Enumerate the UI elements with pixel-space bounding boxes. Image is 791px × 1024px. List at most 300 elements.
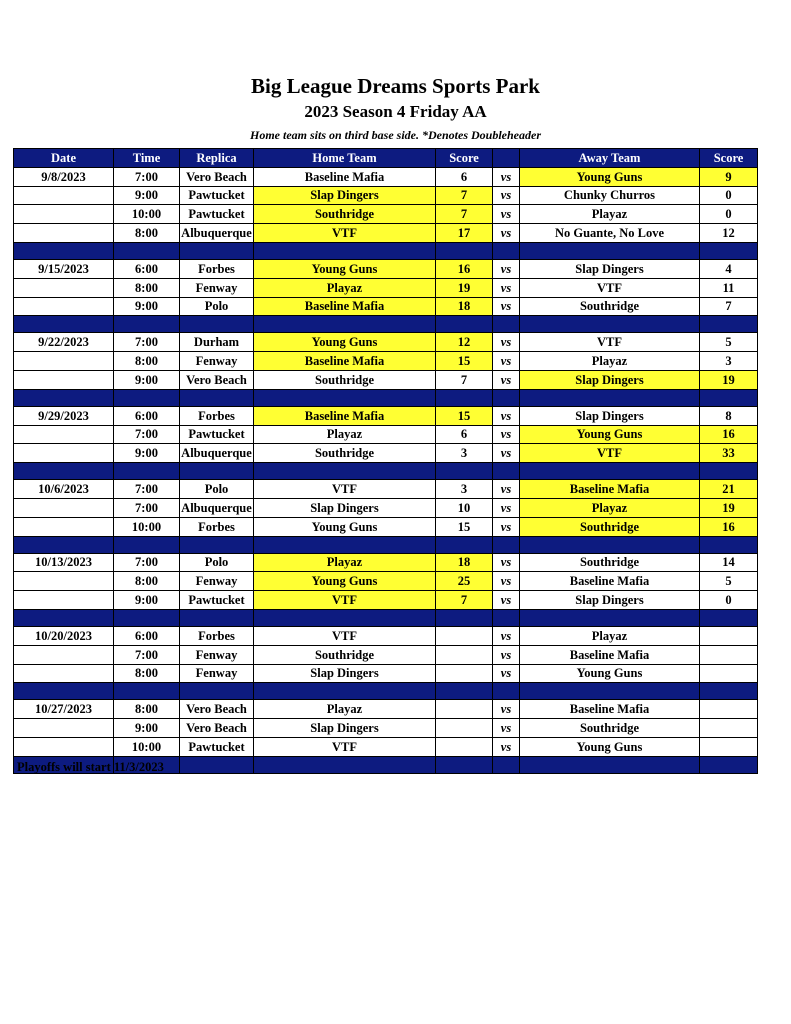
game-date bbox=[14, 425, 114, 444]
game-time: 8:00 bbox=[114, 700, 180, 719]
table-row bbox=[14, 719, 758, 738]
separator-cell bbox=[520, 463, 700, 480]
vs-label: vs bbox=[493, 370, 520, 389]
separator-cell bbox=[254, 609, 436, 626]
away-team: Baseline Mafia bbox=[520, 480, 700, 499]
home-score bbox=[436, 626, 493, 645]
home-score: 7 bbox=[436, 205, 493, 224]
separator-cell bbox=[520, 756, 700, 773]
game-time: 10:00 bbox=[114, 205, 180, 224]
home-team: VTF bbox=[254, 626, 436, 645]
game-replica: Forbes bbox=[180, 517, 254, 536]
schedule-table bbox=[13, 148, 758, 774]
separator-cell bbox=[436, 389, 493, 406]
home-team: Baseline Mafia bbox=[254, 352, 436, 371]
home-team: VTF bbox=[254, 480, 436, 499]
separator-cell bbox=[14, 536, 114, 553]
home-team: Young Guns bbox=[254, 333, 436, 352]
separator-cell bbox=[180, 463, 254, 480]
table-row bbox=[14, 425, 758, 444]
game-date bbox=[14, 645, 114, 664]
vs-label: vs bbox=[493, 278, 520, 297]
game-date: 10/13/2023 bbox=[14, 553, 114, 572]
separator-cell bbox=[493, 683, 520, 700]
away-score bbox=[700, 719, 758, 738]
away-score: 8 bbox=[700, 406, 758, 425]
game-replica: Fenway bbox=[180, 572, 254, 591]
vs-label: vs bbox=[493, 259, 520, 278]
game-replica: Fenway bbox=[180, 645, 254, 664]
table-row bbox=[14, 370, 758, 389]
away-team: Chunky Churros bbox=[520, 186, 700, 205]
week-separator bbox=[14, 609, 758, 626]
vs-label: vs bbox=[493, 406, 520, 425]
separator-cell bbox=[114, 316, 180, 333]
separator-cell bbox=[254, 536, 436, 553]
game-replica: Albuquerque bbox=[180, 444, 254, 463]
separator-cell bbox=[436, 242, 493, 259]
away-team: Southridge bbox=[520, 553, 700, 572]
week-separator bbox=[14, 536, 758, 553]
separator-cell bbox=[114, 389, 180, 406]
game-time: 9:00 bbox=[114, 370, 180, 389]
separator-cell bbox=[180, 683, 254, 700]
away-team: Playaz bbox=[520, 205, 700, 224]
away-score: 16 bbox=[700, 517, 758, 536]
game-date bbox=[14, 737, 114, 756]
game-date bbox=[14, 224, 114, 243]
home-score: 7 bbox=[436, 370, 493, 389]
away-score: 33 bbox=[700, 444, 758, 463]
table-row bbox=[14, 700, 758, 719]
separator-cell bbox=[254, 242, 436, 259]
week-separator bbox=[14, 683, 758, 700]
home-score bbox=[436, 737, 493, 756]
home-score bbox=[436, 645, 493, 664]
table-row bbox=[14, 297, 758, 316]
game-replica: Pawtucket bbox=[180, 205, 254, 224]
away-score: 0 bbox=[700, 205, 758, 224]
away-team: Playaz bbox=[520, 352, 700, 371]
separator-cell bbox=[700, 609, 758, 626]
home-score: 25 bbox=[436, 572, 493, 591]
home-score: 15 bbox=[436, 517, 493, 536]
game-date bbox=[14, 591, 114, 610]
game-replica: Vero Beach bbox=[180, 370, 254, 389]
table-row bbox=[14, 186, 758, 205]
home-score: 6 bbox=[436, 167, 493, 186]
game-date bbox=[14, 370, 114, 389]
home-team: Playaz bbox=[254, 425, 436, 444]
away-score bbox=[700, 626, 758, 645]
home-score: 16 bbox=[436, 259, 493, 278]
table-row bbox=[14, 572, 758, 591]
vs-label: vs bbox=[493, 719, 520, 738]
game-replica: Forbes bbox=[180, 259, 254, 278]
separator-cell bbox=[114, 536, 180, 553]
vs-label: vs bbox=[493, 737, 520, 756]
vs-label: vs bbox=[493, 664, 520, 683]
col-header-home-team: Home Team bbox=[254, 149, 436, 168]
playoffs-note: Playoffs will start 11/3/2023 bbox=[17, 760, 164, 774]
game-time: 8:00 bbox=[114, 352, 180, 371]
game-time: 7:00 bbox=[114, 167, 180, 186]
home-score: 3 bbox=[436, 444, 493, 463]
home-team: Playaz bbox=[254, 700, 436, 719]
away-score bbox=[700, 664, 758, 683]
game-time: 7:00 bbox=[114, 553, 180, 572]
game-replica: Vero Beach bbox=[180, 167, 254, 186]
table-row bbox=[14, 645, 758, 664]
away-score: 11 bbox=[700, 278, 758, 297]
game-time: 6:00 bbox=[114, 626, 180, 645]
home-score: 18 bbox=[436, 553, 493, 572]
separator-cell bbox=[114, 242, 180, 259]
home-team: Slap Dingers bbox=[254, 719, 436, 738]
separator-cell bbox=[436, 609, 493, 626]
away-team: Playaz bbox=[520, 626, 700, 645]
separator-cell bbox=[700, 756, 758, 773]
separator-cell bbox=[180, 316, 254, 333]
vs-label: vs bbox=[493, 333, 520, 352]
home-team: Young Guns bbox=[254, 259, 436, 278]
game-date: 9/22/2023 bbox=[14, 333, 114, 352]
vs-label: vs bbox=[493, 700, 520, 719]
week-separator bbox=[14, 316, 758, 333]
home-score: 10 bbox=[436, 498, 493, 517]
away-score: 3 bbox=[700, 352, 758, 371]
game-replica: Fenway bbox=[180, 352, 254, 371]
home-score: 7 bbox=[436, 186, 493, 205]
week-separator bbox=[14, 463, 758, 480]
game-replica: Durham bbox=[180, 333, 254, 352]
game-date bbox=[14, 297, 114, 316]
separator-cell bbox=[14, 316, 114, 333]
separator-cell bbox=[180, 756, 254, 773]
home-score bbox=[436, 664, 493, 683]
col-header-away-score: Score bbox=[700, 149, 758, 168]
table-row bbox=[14, 664, 758, 683]
separator-cell bbox=[700, 389, 758, 406]
vs-label: vs bbox=[493, 224, 520, 243]
vs-label: vs bbox=[493, 480, 520, 499]
game-replica: Forbes bbox=[180, 406, 254, 425]
separator-cell bbox=[114, 609, 180, 626]
game-date bbox=[14, 352, 114, 371]
game-replica: Fenway bbox=[180, 664, 254, 683]
home-team: Baseline Mafia bbox=[254, 297, 436, 316]
home-team: Southridge bbox=[254, 370, 436, 389]
home-team: Slap Dingers bbox=[254, 498, 436, 517]
game-replica: Albuquerque bbox=[180, 224, 254, 243]
away-team: Southridge bbox=[520, 297, 700, 316]
vs-label: vs bbox=[493, 553, 520, 572]
home-team: Baseline Mafia bbox=[254, 406, 436, 425]
col-header-replica: Replica bbox=[180, 149, 254, 168]
away-team: Southridge bbox=[520, 719, 700, 738]
away-team: Baseline Mafia bbox=[520, 572, 700, 591]
separator-cell bbox=[114, 683, 180, 700]
separator-cell bbox=[493, 536, 520, 553]
col-header-vs bbox=[493, 149, 520, 168]
separator-cell bbox=[180, 536, 254, 553]
game-replica: Polo bbox=[180, 297, 254, 316]
separator-cell bbox=[700, 316, 758, 333]
game-replica: Pawtucket bbox=[180, 186, 254, 205]
game-time: 7:00 bbox=[114, 645, 180, 664]
table-row bbox=[14, 333, 758, 352]
away-score: 14 bbox=[700, 553, 758, 572]
away-team: VTF bbox=[520, 278, 700, 297]
table-row bbox=[14, 626, 758, 645]
away-team: No Guante, No Love bbox=[520, 224, 700, 243]
game-date bbox=[14, 498, 114, 517]
separator-cell bbox=[493, 242, 520, 259]
separator-cell bbox=[520, 609, 700, 626]
game-time: 7:00 bbox=[114, 480, 180, 499]
game-time: 7:00 bbox=[114, 333, 180, 352]
home-score: 6 bbox=[436, 425, 493, 444]
game-time: 7:00 bbox=[114, 425, 180, 444]
game-date: 10/20/2023 bbox=[14, 626, 114, 645]
game-date: 9/15/2023 bbox=[14, 259, 114, 278]
separator-cell bbox=[436, 536, 493, 553]
vs-label: vs bbox=[493, 425, 520, 444]
away-score: 9 bbox=[700, 167, 758, 186]
game-date: 9/8/2023 bbox=[14, 167, 114, 186]
game-date bbox=[14, 572, 114, 591]
separator-cell bbox=[520, 389, 700, 406]
away-team: Playaz bbox=[520, 498, 700, 517]
separator-cell bbox=[493, 389, 520, 406]
separator-cell bbox=[14, 463, 114, 480]
away-score bbox=[700, 645, 758, 664]
home-score: 15 bbox=[436, 352, 493, 371]
vs-label: vs bbox=[493, 498, 520, 517]
game-replica: Vero Beach bbox=[180, 700, 254, 719]
separator-cell bbox=[493, 463, 520, 480]
game-replica: Forbes bbox=[180, 626, 254, 645]
home-team: Young Guns bbox=[254, 517, 436, 536]
table-row bbox=[14, 352, 758, 371]
table-row bbox=[14, 259, 758, 278]
separator-cell bbox=[180, 609, 254, 626]
away-score: 0 bbox=[700, 591, 758, 610]
table-row bbox=[14, 480, 758, 499]
table-row bbox=[14, 224, 758, 243]
vs-label: vs bbox=[493, 626, 520, 645]
separator-cell bbox=[254, 389, 436, 406]
game-date bbox=[14, 719, 114, 738]
game-replica: Vero Beach bbox=[180, 719, 254, 738]
home-team: Southridge bbox=[254, 205, 436, 224]
away-score: 4 bbox=[700, 259, 758, 278]
vs-label: vs bbox=[493, 645, 520, 664]
table-row bbox=[14, 591, 758, 610]
separator-cell bbox=[700, 463, 758, 480]
home-team: Southridge bbox=[254, 444, 436, 463]
schedule-note: Home team sits on third base side. *Denotes Doubleheader bbox=[250, 128, 541, 142]
home-score: 12 bbox=[436, 333, 493, 352]
vs-label: vs bbox=[493, 186, 520, 205]
game-replica: Albuquerque bbox=[180, 498, 254, 517]
away-team: Slap Dingers bbox=[520, 406, 700, 425]
game-date bbox=[14, 444, 114, 463]
game-time: 9:00 bbox=[114, 444, 180, 463]
game-replica: Pawtucket bbox=[180, 737, 254, 756]
home-team: VTF bbox=[254, 591, 436, 610]
separator-cell bbox=[520, 536, 700, 553]
vs-label: vs bbox=[493, 444, 520, 463]
schedule-body bbox=[14, 167, 758, 773]
game-date bbox=[14, 186, 114, 205]
away-score: 5 bbox=[700, 572, 758, 591]
separator-cell bbox=[700, 242, 758, 259]
away-score bbox=[700, 737, 758, 756]
game-date bbox=[14, 278, 114, 297]
game-replica: Pawtucket bbox=[180, 425, 254, 444]
separator-cell bbox=[254, 683, 436, 700]
separator-cell bbox=[14, 683, 114, 700]
separator-cell bbox=[493, 756, 520, 773]
game-time: 6:00 bbox=[114, 259, 180, 278]
separator-cell bbox=[14, 242, 114, 259]
game-time: 9:00 bbox=[114, 297, 180, 316]
home-team: Young Guns bbox=[254, 572, 436, 591]
home-team: VTF bbox=[254, 224, 436, 243]
game-replica: Polo bbox=[180, 480, 254, 499]
separator-cell bbox=[14, 609, 114, 626]
game-date bbox=[14, 517, 114, 536]
game-date bbox=[14, 664, 114, 683]
vs-label: vs bbox=[493, 352, 520, 371]
separator-cell bbox=[14, 389, 114, 406]
away-team: Young Guns bbox=[520, 664, 700, 683]
vs-label: vs bbox=[493, 591, 520, 610]
away-team: VTF bbox=[520, 444, 700, 463]
away-score: 19 bbox=[700, 370, 758, 389]
page-title: Big League Dreams Sports Park bbox=[251, 74, 540, 98]
game-time: 9:00 bbox=[114, 186, 180, 205]
away-score: 21 bbox=[700, 480, 758, 499]
home-team: Playaz bbox=[254, 553, 436, 572]
game-time: 9:00 bbox=[114, 591, 180, 610]
table-row bbox=[14, 278, 758, 297]
game-time: 10:00 bbox=[114, 737, 180, 756]
away-team: Young Guns bbox=[520, 737, 700, 756]
separator-cell bbox=[254, 463, 436, 480]
separator-cell bbox=[700, 536, 758, 553]
vs-label: vs bbox=[493, 167, 520, 186]
away-team: Young Guns bbox=[520, 425, 700, 444]
away-team: Young Guns bbox=[520, 167, 700, 186]
separator-cell bbox=[114, 463, 180, 480]
home-score: 15 bbox=[436, 406, 493, 425]
home-team: Baseline Mafia bbox=[254, 167, 436, 186]
away-team: Slap Dingers bbox=[520, 370, 700, 389]
game-date: 10/6/2023 bbox=[14, 480, 114, 499]
home-team: VTF bbox=[254, 737, 436, 756]
table-header-row bbox=[14, 149, 758, 168]
away-team: VTF bbox=[520, 333, 700, 352]
separator-cell bbox=[436, 463, 493, 480]
home-team: Southridge bbox=[254, 645, 436, 664]
home-score bbox=[436, 700, 493, 719]
vs-label: vs bbox=[493, 297, 520, 316]
away-score: 0 bbox=[700, 186, 758, 205]
game-time: 8:00 bbox=[114, 278, 180, 297]
vs-label: vs bbox=[493, 205, 520, 224]
game-time: 7:00 bbox=[114, 498, 180, 517]
table-row bbox=[14, 205, 758, 224]
separator-cell bbox=[436, 683, 493, 700]
game-time: 8:00 bbox=[114, 664, 180, 683]
game-replica: Polo bbox=[180, 553, 254, 572]
home-score: 17 bbox=[436, 224, 493, 243]
separator-cell bbox=[254, 756, 436, 773]
home-score: 18 bbox=[436, 297, 493, 316]
table-row bbox=[14, 517, 758, 536]
separator-cell bbox=[520, 683, 700, 700]
away-score: 12 bbox=[700, 224, 758, 243]
week-separator bbox=[14, 242, 758, 259]
home-score bbox=[436, 719, 493, 738]
game-time: 10:00 bbox=[114, 517, 180, 536]
separator-cell bbox=[493, 609, 520, 626]
away-score: 19 bbox=[700, 498, 758, 517]
away-team: Baseline Mafia bbox=[520, 645, 700, 664]
separator-cell bbox=[254, 316, 436, 333]
away-team: Baseline Mafia bbox=[520, 700, 700, 719]
col-header-home-score: Score bbox=[436, 149, 493, 168]
home-team: Playaz bbox=[254, 278, 436, 297]
away-team: Southridge bbox=[520, 517, 700, 536]
game-date: 10/27/2023 bbox=[14, 700, 114, 719]
separator-cell bbox=[520, 242, 700, 259]
page-subtitle: 2023 Season 4 Friday AA bbox=[304, 102, 487, 121]
vs-label: vs bbox=[493, 572, 520, 591]
home-score: 7 bbox=[436, 591, 493, 610]
game-replica: Fenway bbox=[180, 278, 254, 297]
home-score: 3 bbox=[436, 480, 493, 499]
away-team: Slap Dingers bbox=[520, 259, 700, 278]
game-time: 8:00 bbox=[114, 572, 180, 591]
away-score bbox=[700, 700, 758, 719]
col-header-date: Date bbox=[14, 149, 114, 168]
away-team: Slap Dingers bbox=[520, 591, 700, 610]
table-row bbox=[14, 553, 758, 572]
separator-cell bbox=[436, 316, 493, 333]
away-score: 7 bbox=[700, 297, 758, 316]
away-score: 5 bbox=[700, 333, 758, 352]
week-separator bbox=[14, 389, 758, 406]
game-time: 8:00 bbox=[114, 224, 180, 243]
game-time: 6:00 bbox=[114, 406, 180, 425]
game-date bbox=[14, 205, 114, 224]
separator-cell bbox=[180, 242, 254, 259]
home-team: Slap Dingers bbox=[254, 664, 436, 683]
game-time: 9:00 bbox=[114, 719, 180, 738]
separator-cell bbox=[180, 389, 254, 406]
table-row bbox=[14, 737, 758, 756]
game-replica: Pawtucket bbox=[180, 591, 254, 610]
table-row bbox=[14, 167, 758, 186]
separator-cell bbox=[436, 756, 493, 773]
home-score: 19 bbox=[436, 278, 493, 297]
separator-cell bbox=[493, 316, 520, 333]
separator-cell bbox=[520, 316, 700, 333]
home-team: Slap Dingers bbox=[254, 186, 436, 205]
